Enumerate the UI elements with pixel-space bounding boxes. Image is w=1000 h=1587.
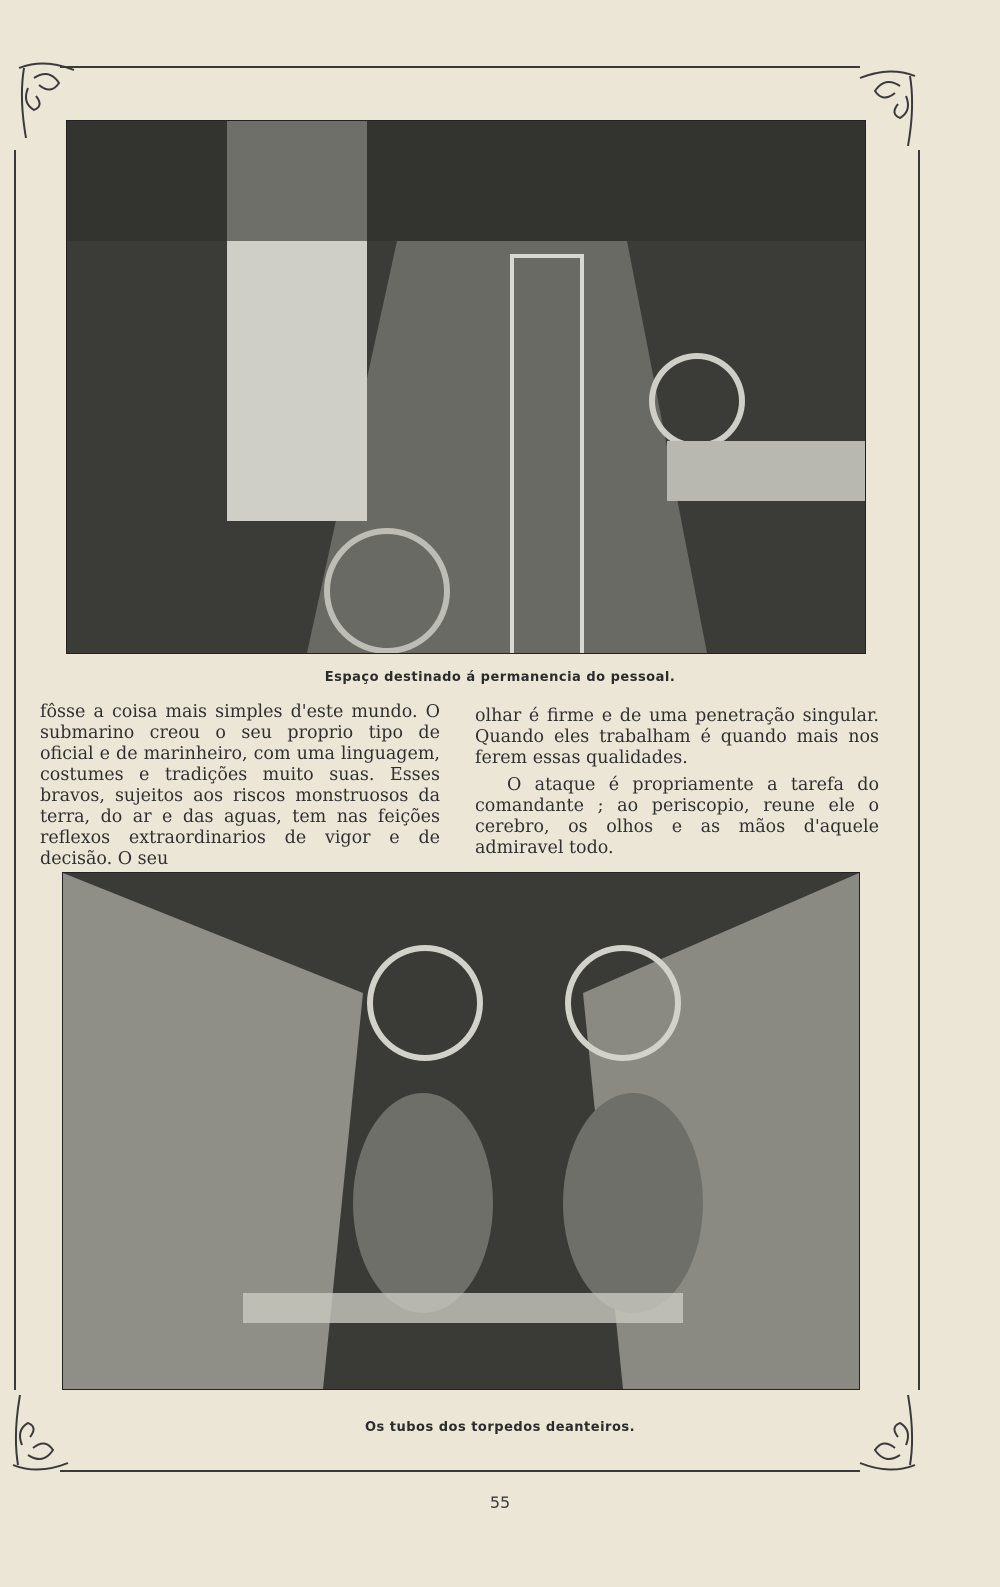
- left-column-paragraph: fôsse a coisa mais simples d'este mundo. O submarino creou o seu proprio tipo de oficial e de marinheiro, com uma linguagem, costumes e tradições muito suas. Esses bravos, sujeitos aos riscos monstruosos da terra, do ar e das aguas, tem nas feições reflexos extraordinarios de vigor e de decisão. O seu: [40, 702, 440, 869]
- frame-bottom-rule: [60, 1470, 860, 1472]
- photo-crew-quarters: [66, 120, 866, 654]
- right-column-paragraph-2: O ataque é propriamente a tarefa do comandante ; ao periscopio, reune ele o cerebro, os olhos e as mãos d'aquele admiravel todo.: [475, 775, 879, 858]
- photo-torpedo-tubes: [62, 872, 860, 1390]
- frame-left-rule: [14, 150, 16, 1390]
- figure-caption-2: Os tubos dos torpedos deanteiros.: [364, 1420, 636, 1435]
- frame-right-rule: [918, 150, 920, 1390]
- frame-top-rule: [60, 66, 860, 68]
- page-number: 55: [489, 1493, 511, 1512]
- right-column-paragraph-1: olhar é firme e de uma penetração singular. Quando eles trabalham é quando mais nos ferem essas qualidades.: [475, 706, 879, 768]
- text-column-left: [40, 702, 440, 870]
- figure-caption-1: Espaço destinado á permanencia do pessoal.: [324, 670, 676, 685]
- text-column-right: [475, 706, 879, 859]
